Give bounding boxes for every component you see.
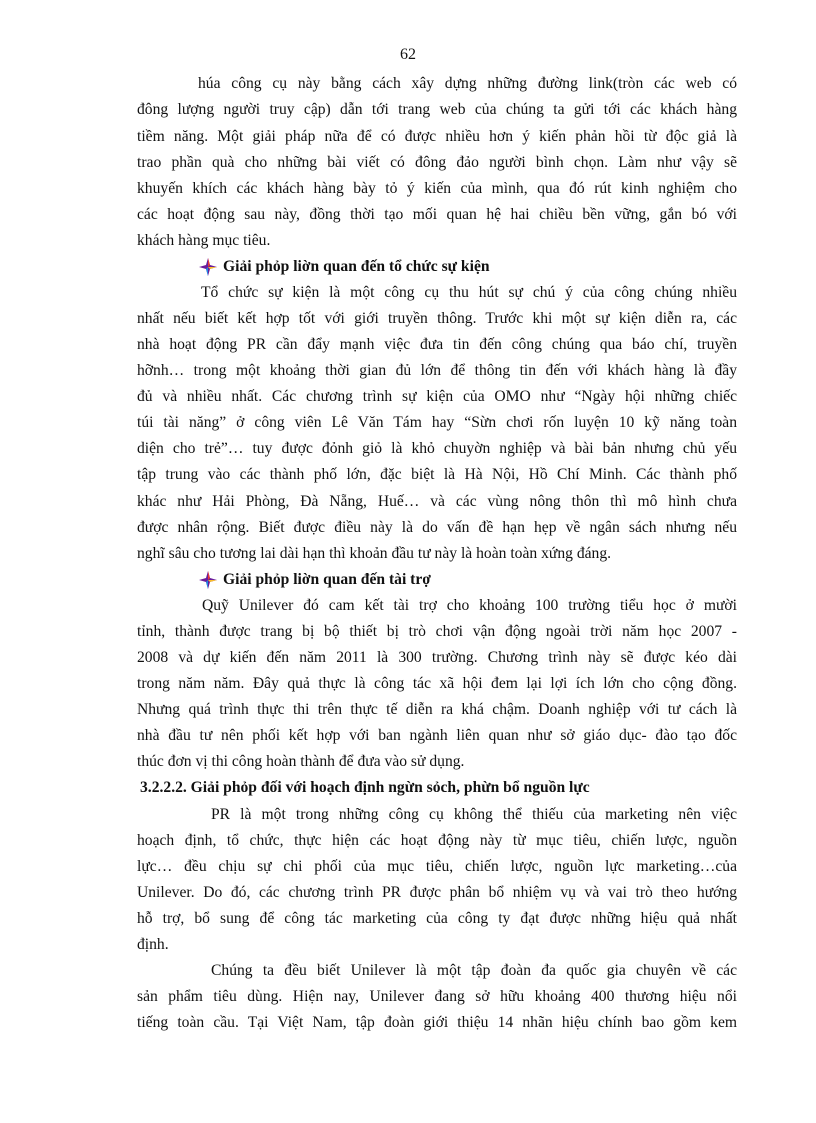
paragraph-line: nghĩ sâu cho tương lai dài hạn thì khoản đầu tư này là hoàn toàn xứng đáng.	[137, 545, 612, 562]
paragraph-line: khách hàng mục tiêu.	[137, 232, 271, 249]
paragraph-line: hoạch định, tổ chức, thực hiện các hoạt động này từ mục tiêu, chiến lược, nguồn	[137, 832, 737, 849]
paragraph-line: tiếng toàn cầu. Tại Việt Nam, tập đoàn giới thiệu 14 nhãn hiệu chính bao gồm kem	[137, 1014, 737, 1031]
section-heading-label: Giải phỏp liờn quan đến tổ chức sự kiện	[223, 258, 490, 275]
paragraph-line: Quỹ Unilever đó cam kết tài trợ cho khoảng 100 trường tiểu học ở mười	[202, 597, 737, 614]
paragraph-line: trong năm năm. Đây quả thực là công tác xã hội đem lại lợi ích lớn cho cộng đồng.	[137, 675, 737, 692]
page-number: 62	[400, 46, 416, 63]
paragraph-line: được nhân rộng. Biết được điều này là do vấn đề hạn hẹp về ngân sách nhưng nếu	[137, 519, 737, 536]
paragraph-line: thúc đơn vị thi công hoàn thành để đưa vào sử dụng.	[137, 753, 465, 770]
paragraph-line: hỡnh… trong một khoảng thời gian đủ lớn để thông tin đến với khách hàng là đầy	[137, 362, 737, 379]
paragraph-line: húa công cụ này bằng cách xây dựng những đường link(tròn các web có	[198, 75, 737, 92]
paragraph-line: Chúng ta đều biết Unilever là một tập đoàn đa quốc gia chuyên về các	[211, 962, 737, 979]
paragraph-line: Unilever. Do đó, các chương trình PR được phân bổ nhiệm vụ và vai trò theo hướng	[137, 884, 737, 901]
paragraph-line: Nhưng quá trình thực thi trên thực tế diễn ra khá chậm. Doanh nghiệp với tư cách là	[137, 701, 737, 718]
paragraph-line: PR là một trong những công cụ không thể thiếu của marketing nên việc	[211, 806, 737, 823]
paragraph-line: khác như Hải Phòng, Đà Nẵng, Huế… và các vùng nông thôn thì mô hình chưa	[137, 493, 737, 510]
subsection-heading: 3.2.2.2. Giải phỏp đối với hoạch định ngừn sỏch, phừn bổ nguồn lực	[140, 779, 590, 796]
paragraph-line: tỉnh, thành được trang bị bộ thiết bị trò chơi vận động ngoài trời năm học 2007 -	[137, 623, 737, 640]
paragraph-line: đủ và nhiều nhất. Các chương trình sự kiện của OMO như “Ngày hội những chiếc	[137, 388, 737, 405]
paragraph-line: nhất nếu biết kết hợp tốt với giới truyền thông. Trước khi một sự kiện diễn ra, các	[137, 310, 737, 327]
section-heading-events	[199, 255, 490, 279]
paragraph-line: nhà hoạt động PR cần đẩy mạnh việc đưa tin đến công chúng qua báo chí, truyền	[137, 336, 737, 353]
paragraph-line: đông lượng người truy cập) dẫn tới trang web của chúng ta gửi tới các khách hàng	[137, 101, 737, 118]
paragraph-line: tập trung vào các thành phố lớn, đặc biệt là Hà Nội, Hồ Chí Minh. Các thành phố	[137, 466, 737, 483]
paragraph-line: khuyến khích các khách hàng bày tỏ ý kiến của mình, qua đó rút kinh nghiệm cho	[137, 180, 737, 197]
paragraph-line: tiềm năng. Một giải pháp nữa để có được nhiều hơn ý kiến phản hồi từ độc giả là	[137, 128, 737, 145]
section-heading-label: Giải phỏp liờn quan đến tài trợ	[223, 571, 431, 588]
paragraph-line: định.	[137, 936, 169, 953]
paragraph-line: Tổ chức sự kiện là một công cụ thu hút sự chú ý của công chúng nhiều	[201, 284, 737, 301]
section-heading-sponsorship	[199, 568, 431, 592]
paragraph-line: túi tài năng” ở công viên Lê Văn Tám hay “Sừn chơi rốn luyện 10 kỹ năng toàn	[137, 414, 737, 431]
paragraph-line: sản phẩm tiêu dùng. Hiện nay, Unilever đang sở hữu khoảng 400 thương hiệu nổi	[137, 988, 737, 1005]
paragraph-line: nhà đầu tư nên phối kết hợp với ban ngành liên quan như sở giáo dục- đào tạo đốc	[137, 727, 737, 744]
paragraph-line: lực… đều chịu sự chi phối của mục tiêu, chiến lược, nguồn lực marketing…của	[137, 858, 737, 875]
paragraph-line: trao phần quà cho những bài viết có đông đảo người bình chọn. Làm như vậy sẽ	[137, 154, 737, 171]
four-pointed-star-bullet-icon	[199, 571, 217, 589]
paragraph-line: các hoạt động sau này, đồng thời tạo mối quan hệ hai chiều bền vững, gắn bó với	[137, 206, 737, 223]
paragraph-line: 2008 và dự kiến đến năm 2011 là 300 trường. Chương trình này sẽ được kéo dài	[137, 649, 737, 666]
paragraph-line: hỗ trợ, bổ sung để công tác marketing của công ty đạt được những hiệu quả nhất	[137, 910, 737, 927]
four-pointed-star-bullet-icon	[199, 258, 217, 276]
paragraph-line: diện cho trẻ”… tuy được đỏnh giỏ là khỏ chuyờn nghiệp và bài bản nhưng chủ yếu	[137, 440, 737, 457]
